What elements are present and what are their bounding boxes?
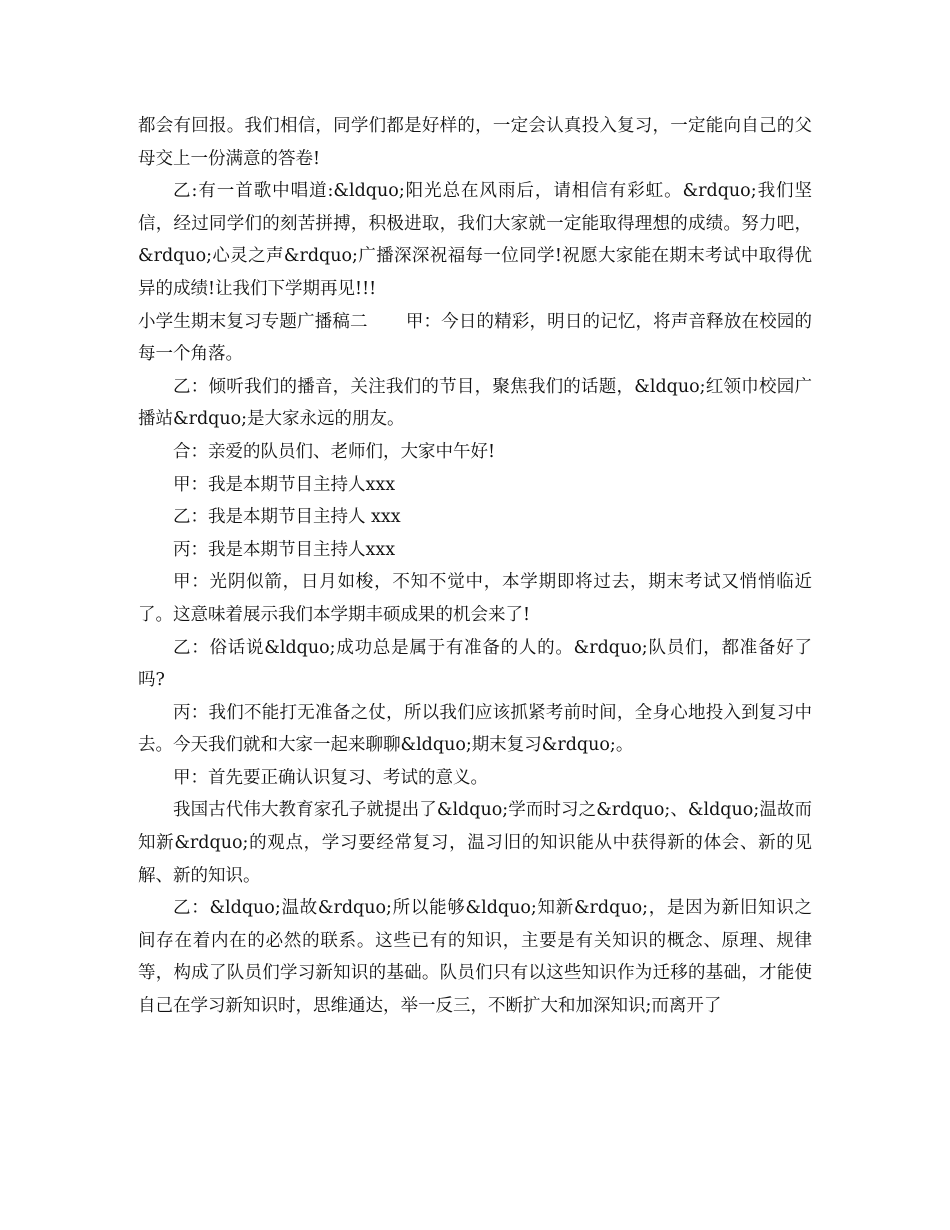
heading-line <box>138 306 812 371</box>
paragraph: 乙：俗话说&ldquo;成功总是属于有准备的人的。&rdquo;队员们，都准备好了吗? <box>138 637 812 691</box>
paragraph: 我国古代伟大教育家孔子就提出了&ldquo;学而时习之&rdquo;、&ldquo;温故而知新&rdquo;的观点，学习要经常复习，温习旧的知识能从中获得新的体会、新的见解、新的知识。 <box>138 800 812 886</box>
paragraph-closing-remarks: 乙:有一首歌中唱道:&ldquo;阳光总在风雨后，请相信有彩虹。&rdquo;我们坚信，经过同学们的刻苦拼搏，积极进取，我们大家就一定能取得理想的成绩。努力吧，&rdquo;心灵之声&rdquo;广播深深祝福每一位同学!祝愿大家能在期末考试中取得优异的成绩!让我们下学期再见!!! <box>138 181 812 299</box>
section-opening-text: 甲：今日的精彩，明日的记忆，将声音释放在校园的每一个角落。 <box>138 311 813 365</box>
paragraph: 甲：首先要正确认识复习、考试的意义。 <box>173 767 488 788</box>
paragraph: 乙：我是本期节目主持人 xxx <box>173 507 401 528</box>
paragraph: 丙：我是本期节目主持人xxx <box>173 539 396 560</box>
section-title: 小学生期末复习专题广播稿二 <box>138 311 368 332</box>
paragraph: 乙：&ldquo;温故&rdquo;所以能够&ldquo;知新&rdquo;，是因为新旧知识之间存在着内在的必然的联系。这些已有的知识，主要是有关知识的概念、原理、规律等，构成了队员们学习新知识的基础。队员们只有以这些知识作为迁移的基础，才能使自己在学习新知识时，思维通达，举一反三，不断扩大和加深知识;而离开了 <box>138 898 812 1017</box>
paragraph: 甲：我是本期节目主持人xxx <box>173 474 396 495</box>
paragraph: 甲：光阴似箭，日月如梭，不知不觉中，本学期即将过去，期末考试又悄悄临近了。这意味着展示我们本学期丰硕成果的机会来了! <box>138 572 812 625</box>
document-body <box>138 110 812 1023</box>
paragraph: 合：亲爱的队员们、老师们，大家中午好! <box>173 441 496 462</box>
paragraph: 乙：倾听我们的播音，关注我们的节目，聚焦我们的话题，&ldquo;红领巾校园广播站&rdquo;是大家永远的朋友。 <box>138 376 812 430</box>
paragraph: 丙：我们不能打无准备之仗，所以我们应该抓紧考前时间，全身心地投入到复习中去。今天我们就和大家一起来聊聊&ldquo;期末复习&rdquo;。 <box>138 702 812 756</box>
paragraph-continuation: 都会有回报。我们相信，同学们都是好样的，一定会认真投入复习，一定能向自己的父母交上一份满意的答卷! <box>138 116 812 169</box>
